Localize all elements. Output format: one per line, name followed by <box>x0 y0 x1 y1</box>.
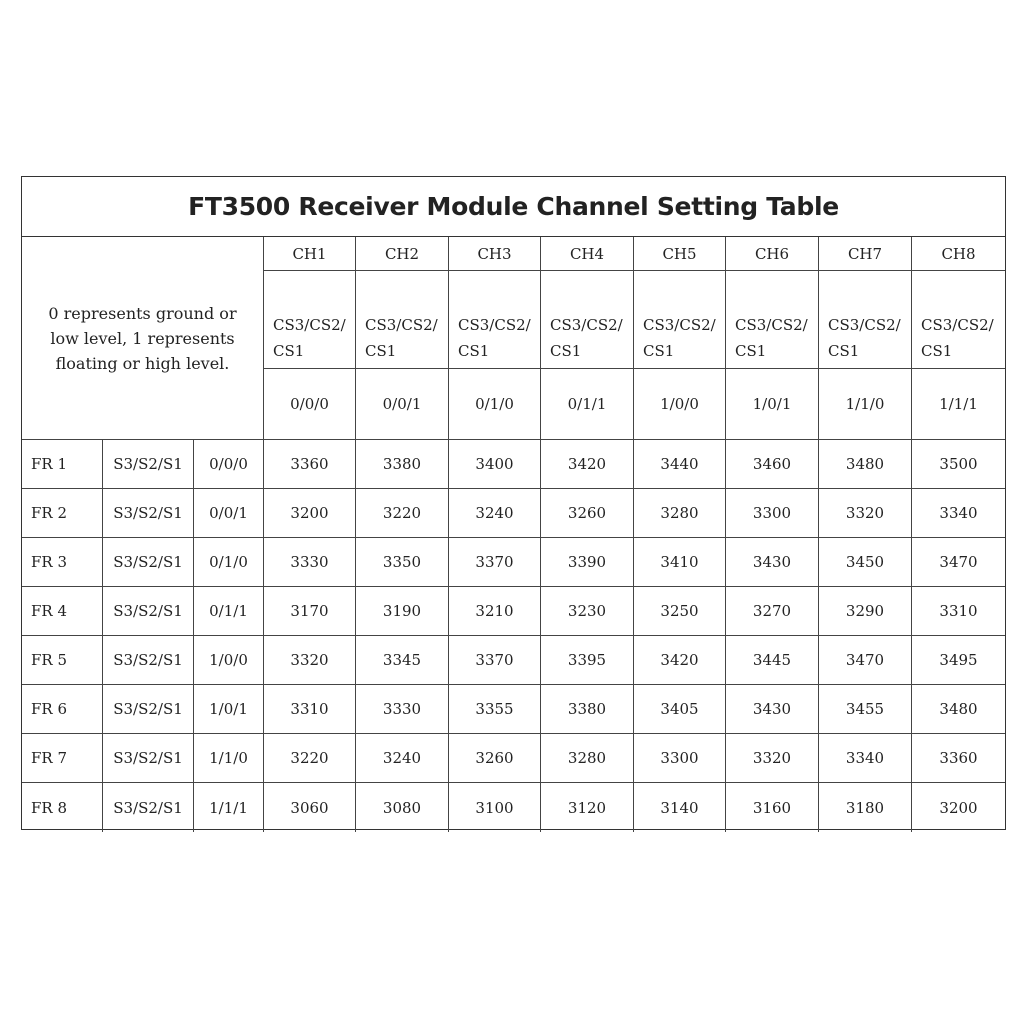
frequency-cell: 3240 <box>356 734 449 783</box>
fr-pins: S3/S2/S1 <box>103 685 194 734</box>
frequency-cell: 3280 <box>541 734 634 783</box>
frequency-cell: 3260 <box>449 734 541 783</box>
frequency-cell: 3390 <box>541 538 634 587</box>
fr-code: 1/0/1 <box>194 685 264 734</box>
frequency-cell: 3450 <box>819 538 912 587</box>
frequency-cell: 3350 <box>356 538 449 587</box>
channel-header: CH4 <box>541 237 634 271</box>
frequency-cell: 3440 <box>634 440 726 489</box>
fr-pins: S3/S2/S1 <box>103 783 194 832</box>
frequency-cell: 3400 <box>449 440 541 489</box>
frequency-cell: 3160 <box>726 783 819 832</box>
frequency-cell: 3220 <box>264 734 356 783</box>
frequency-cell: 3230 <box>541 587 634 636</box>
frequency-cell: 3470 <box>819 636 912 685</box>
channel-pins: CS3/CS2/ CS1 <box>726 271 819 369</box>
frequency-cell: 3320 <box>726 734 819 783</box>
channel-header: CH6 <box>726 237 819 271</box>
fr-label: FR 4 <box>22 587 103 636</box>
channel-code: 0/1/0 <box>449 369 541 440</box>
fr-label: FR 3 <box>22 538 103 587</box>
fr-label: FR 7 <box>22 734 103 783</box>
frequency-cell: 3190 <box>356 587 449 636</box>
frequency-cell: 3220 <box>356 489 449 538</box>
frequency-cell: 3320 <box>819 489 912 538</box>
fr-pins: S3/S2/S1 <box>103 538 194 587</box>
fr-code: 1/0/0 <box>194 636 264 685</box>
fr-code: 0/0/0 <box>194 440 264 489</box>
frequency-cell: 3270 <box>726 587 819 636</box>
frequency-cell: 3420 <box>541 440 634 489</box>
frequency-cell: 3380 <box>541 685 634 734</box>
frequency-cell: 3470 <box>912 538 1005 587</box>
frequency-cell: 3200 <box>264 489 356 538</box>
channel-pins: CS3/CS2/ CS1 <box>634 271 726 369</box>
frequency-cell: 3360 <box>264 440 356 489</box>
channel-code: 1/0/0 <box>634 369 726 440</box>
frequency-cell: 3455 <box>819 685 912 734</box>
table-title: FT3500 Receiver Module Channel Setting Table <box>22 177 1005 237</box>
fr-label: FR 6 <box>22 685 103 734</box>
fr-pins: S3/S2/S1 <box>103 440 194 489</box>
channel-pins: CS3/CS2/ CS1 <box>819 271 912 369</box>
frequency-cell: 3405 <box>634 685 726 734</box>
fr-label: FR 5 <box>22 636 103 685</box>
frequency-cell: 3430 <box>726 685 819 734</box>
frequency-cell: 3345 <box>356 636 449 685</box>
frequency-cell: 3480 <box>819 440 912 489</box>
frequency-cell: 3330 <box>264 538 356 587</box>
frequency-cell: 3310 <box>912 587 1005 636</box>
fr-label: FR 1 <box>22 440 103 489</box>
channel-code: 1/0/1 <box>726 369 819 440</box>
fr-code: 1/1/1 <box>194 783 264 832</box>
fr-code: 1/1/0 <box>194 734 264 783</box>
frequency-cell: 3290 <box>819 587 912 636</box>
frequency-cell: 3445 <box>726 636 819 685</box>
channel-pins: CS3/CS2/ CS1 <box>541 271 634 369</box>
fr-pins: S3/S2/S1 <box>103 587 194 636</box>
frequency-cell: 3200 <box>939 798 978 817</box>
frequency-cell: 3180 <box>819 783 912 832</box>
frequency-cell: 3410 <box>634 538 726 587</box>
frequency-cell: 3120 <box>541 783 634 832</box>
frequency-cell: 3140 <box>634 783 726 832</box>
frequency-cell: 3240 <box>449 489 541 538</box>
frequency-cell: 3395 <box>541 636 634 685</box>
channel-code: 0/0/0 <box>264 369 356 440</box>
frequency-cell: 3495 <box>912 636 1005 685</box>
frequency-cell: 3320 <box>264 636 356 685</box>
frequency-cell: 3380 <box>356 440 449 489</box>
channel-header: CH7 <box>819 237 912 271</box>
level-note: 0 represents ground or low level, 1 represents floating or high level. <box>22 237 264 440</box>
fr-pins: S3/S2/S1 <box>103 734 194 783</box>
fr-label: FR 2 <box>22 489 103 538</box>
channel-header: CH1 <box>264 237 356 271</box>
frequency-cell: 3310 <box>264 685 356 734</box>
frequency-cell: 3370 <box>449 538 541 587</box>
frequency-cell: 3340 <box>819 734 912 783</box>
channel-setting-table <box>21 176 1006 830</box>
frequency-cell: 3280 <box>634 489 726 538</box>
frequency-cell: 3170 <box>264 587 356 636</box>
channel-pins: CS3/CS2/ CS1 <box>264 271 356 369</box>
frequency-cell: 3370 <box>449 636 541 685</box>
fr-pins: S3/S2/S1 <box>103 489 194 538</box>
frequency-cell: 3340 <box>912 489 1005 538</box>
frequency-cell: 3080 <box>356 783 449 832</box>
channel-pins: CS3/CS2/ CS1 <box>912 271 1005 369</box>
channel-pins: CS3/CS2/ CS1 <box>449 271 541 369</box>
channel-header: CH3 <box>449 237 541 271</box>
channel-header: CH8 <box>912 237 1005 271</box>
channel-code: 1/1/1 <box>912 369 1005 440</box>
channel-pins: CS3/CS2/ CS1 <box>356 271 449 369</box>
fr-code: 0/0/1 <box>194 489 264 538</box>
frequency-cell: 3480 <box>912 685 1005 734</box>
channel-code: 1/1/0 <box>819 369 912 440</box>
frequency-cell: 3420 <box>634 636 726 685</box>
fr-code: 0/1/0 <box>194 538 264 587</box>
frequency-cell: 3260 <box>541 489 634 538</box>
frequency-cell: 3300 <box>726 489 819 538</box>
frequency-cell: 3100 <box>449 783 541 832</box>
frequency-cell: 3460 <box>726 440 819 489</box>
channel-code: 0/1/1 <box>541 369 634 440</box>
channel-header: CH2 <box>356 237 449 271</box>
fr-label: FR 8 <box>22 783 103 832</box>
frequency-cell: 3060 <box>264 783 356 832</box>
channel-code: 0/0/1 <box>356 369 449 440</box>
frequency-cell: 3250 <box>634 587 726 636</box>
frequency-cell: 3500 <box>912 440 1005 489</box>
frequency-cell: 3430 <box>726 538 819 587</box>
frequency-cell: 3330 <box>356 685 449 734</box>
frequency-cell: 3360 <box>912 734 1005 783</box>
frequency-cell: 3300 <box>634 734 726 783</box>
frequency-cell: 3210 <box>449 587 541 636</box>
frequency-cell: 3355 <box>449 685 541 734</box>
fr-code: 0/1/1 <box>194 587 264 636</box>
fr-pins: S3/S2/S1 <box>103 636 194 685</box>
channel-header: CH5 <box>634 237 726 271</box>
